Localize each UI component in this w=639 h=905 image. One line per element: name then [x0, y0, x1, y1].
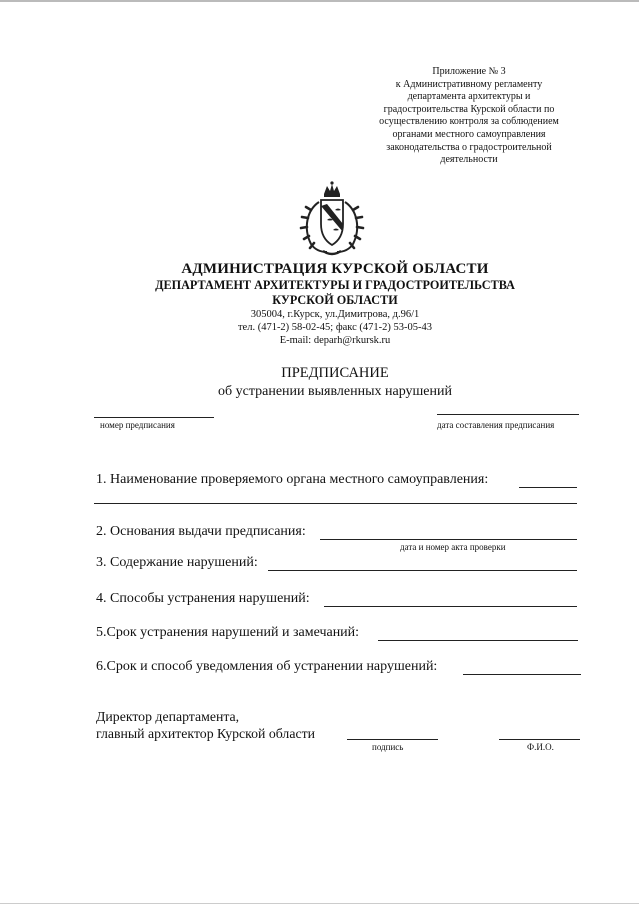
signatory-title-1: Директор департамента, [96, 709, 240, 724]
appendix-line: департамента архитектуры и [407, 91, 531, 103]
appendix-line: к Административному регламенту [395, 78, 543, 90]
name-caption: Ф.И.О. [527, 742, 554, 752]
item-5-label: 5.Срок устранения нарушений и замечаний: [96, 625, 360, 640]
scan-edge-bottom [0, 903, 639, 904]
org-title: АДМИНИСТРАЦИЯ КУРСКОЙ ОБЛАСТИ [181, 261, 489, 277]
item-2-fill-line [320, 539, 577, 540]
appendix-line: градостроительства Курской области по [383, 103, 555, 115]
number-caption: номер предписания [100, 420, 175, 430]
signature-blank-line [347, 739, 438, 740]
date-blank-line [437, 414, 579, 415]
appendix-line: законодательства о градостроительной [386, 141, 552, 153]
appendix-line: осуществлению контроля за соблюдением [379, 116, 559, 128]
appendix-line: Приложение № 3 [432, 66, 506, 77]
item-1-fill-line-2 [94, 503, 577, 504]
item-5-fill-line [378, 640, 578, 641]
number-blank-line [94, 417, 214, 418]
signature-caption: подпись [372, 742, 404, 752]
postal-address: 305004, г.Курск, ул.Димитрова, д.96/1 [250, 309, 420, 320]
item-4-label: 4. Способы устранения нарушений: [96, 591, 310, 606]
department-region: КУРСКОЙ ОБЛАСТИ [272, 293, 398, 307]
item-3-fill-line [268, 570, 577, 571]
document-title: ПРЕДПИСАНИЕ [281, 365, 389, 381]
item-1-fill-line [519, 487, 577, 488]
item-3-label: 3. Содержание нарушений: [96, 555, 258, 570]
item-4-fill-line [324, 606, 577, 607]
email-address: E-mail: deparh@rkursk.ru [279, 335, 391, 346]
item-2-caption: дата и номер акта проверки [400, 542, 506, 552]
signatory-title-2: главный архитектор Курской области [96, 726, 315, 741]
appendix-line: деятельности [440, 154, 498, 166]
phone-fax: тел. (471-2) 58-02-45; факс (471-2) 53-05-43 [237, 322, 433, 333]
department-title: ДЕПАРТАМЕНТ АРХИТЕКТУРЫ И ГРАДОСТРОИТЕЛЬСТВА [155, 278, 515, 292]
item-1-label: 1. Наименование проверяемого органа местного самоуправления: [96, 472, 489, 487]
scan-edge-top [0, 0, 639, 2]
document-subtitle: об устранении выявленных нарушений [218, 384, 452, 399]
item-6-label: 6.Срок и способ уведомления об устранении нарушений: [96, 659, 438, 674]
appendix-line: органами местного самоуправления [392, 128, 546, 140]
name-blank-line [499, 739, 580, 740]
item-6-fill-line [463, 674, 581, 675]
item-2-label: 2. Основания выдачи предписания: [96, 524, 306, 539]
coat-of-arms-emblem [297, 180, 367, 258]
appendix-note [352, 66, 586, 167]
date-caption: дата составления предписания [437, 420, 555, 430]
